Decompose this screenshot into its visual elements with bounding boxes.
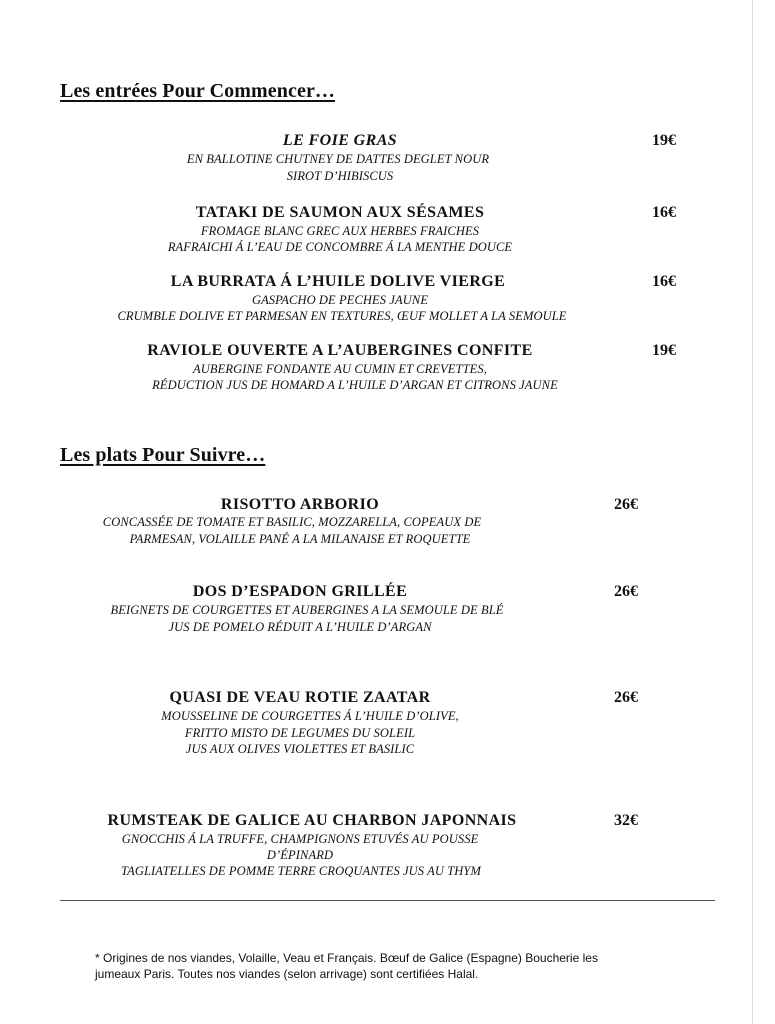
item-name: LE FOIE GRAS: [282, 132, 398, 149]
item-name: RAVIOLE OUVERTE A L’AUBERGINES CONFITE: [147, 342, 533, 359]
item-description-line: CRUMBLE DOLIVE ET PARMESAN EN TEXTURES, ŒUF MOLLET A LA SEMOULE: [117, 309, 567, 323]
item-description-line: GNOCCHIS Á LA TRUFFE, CHAMPIGNONS ETUVÉS AU POUSSE: [121, 832, 479, 846]
item-description-line: CONCASSÉE DE TOMATE ET BASILIC, MOZZARELLA, COPEAUX DE: [102, 515, 482, 529]
item-name: RUMSTEAK DE GALICE AU CHARBON JAPONNAIS: [107, 812, 517, 829]
item-description-line: GASPACHO DE PECHES JAUNE: [251, 293, 429, 307]
item-description-line: SIROT D’HIBISCUS: [286, 169, 394, 183]
item-price: 26€: [614, 689, 638, 706]
item-description-line: FROMAGE BLANC GREC AUX HERBES FRAICHES: [200, 224, 480, 238]
item-description-line: RÉDUCTION JUS DE HOMARD A L’HUILE D’ARGAN ET CITRONS JAUNE: [152, 378, 558, 392]
item-price: 16€: [652, 273, 676, 290]
item-description-line: AUBERGINE FONDANTE AU CUMIN ET CREVETTES,: [193, 362, 487, 376]
item-description-line: EN BALLOTINE CHUTNEY DE DATTES DEGLET NOUR: [186, 152, 490, 166]
item-description-line: TAGLIATELLES DE POMME TERRE CROQUANTES JUS AU THYM: [121, 864, 481, 878]
item-price: 16€: [652, 204, 676, 221]
item-description-line: MOUSSELINE DE COURGETTES Á L’HUILE D’OLIVE,: [161, 709, 459, 723]
footnote: [95, 950, 655, 982]
item-price: 19€: [652, 342, 676, 359]
item-description-line: D’ÉPINARD: [266, 848, 334, 862]
item-description-line: JUS AUX OLIVES VIOLETTES ET BASILIC: [185, 742, 415, 756]
item-name: QUASI DE VEAU ROTIE ZAATAR: [169, 689, 431, 706]
item-name: DOS D’ESPADON GRILLÉE: [192, 583, 408, 600]
item-description-line: FRITTO MISTO DE LEGUMES DU SOLEIL: [184, 726, 416, 740]
footer-divider: [60, 900, 715, 901]
section-title-plats: Les plats Pour Suivre…: [60, 444, 266, 466]
item-description-line: RAFRAICHI Á L’EAU DE CONCOMBRE Á LA MENTHE DOUCE: [167, 240, 513, 254]
item-price: 32€: [614, 812, 638, 829]
section-title-entrees: Les entrées Pour Commencer…: [60, 80, 336, 102]
item-name: TATAKI DE SAUMON AUX SÉSAMES: [195, 204, 485, 221]
item-description-line: JUS DE POMELO RÉDUIT A L’HUILE D’ARGAN: [168, 620, 432, 634]
item-price: 19€: [652, 132, 676, 149]
item-description-line: PARMESAN, VOLAILLE PANÉ A LA MILANAISE ET ROQUETTE: [129, 532, 471, 546]
page-edge: [752, 0, 753, 1024]
item-price: 26€: [614, 496, 638, 513]
item-name: RISOTTO ARBORIO: [220, 496, 380, 513]
item-name: LA BURRATA Á L’HUILE DOLIVE VIERGE: [170, 273, 506, 290]
item-price: 26€: [614, 583, 638, 600]
item-description-line: BEIGNETS DE COURGETTES ET AUBERGINES A LA SEMOULE DE BLÉ: [110, 603, 504, 617]
footnote-line: * Origines de nos viandes, Volaille, Veau et Français. Bœuf de Galice (Espagne) Boucherie les: [95, 951, 598, 965]
footnote-line: jumeaux Paris. Toutes nos viandes (selon arrivage) sont certifiées Halal.: [95, 967, 479, 981]
